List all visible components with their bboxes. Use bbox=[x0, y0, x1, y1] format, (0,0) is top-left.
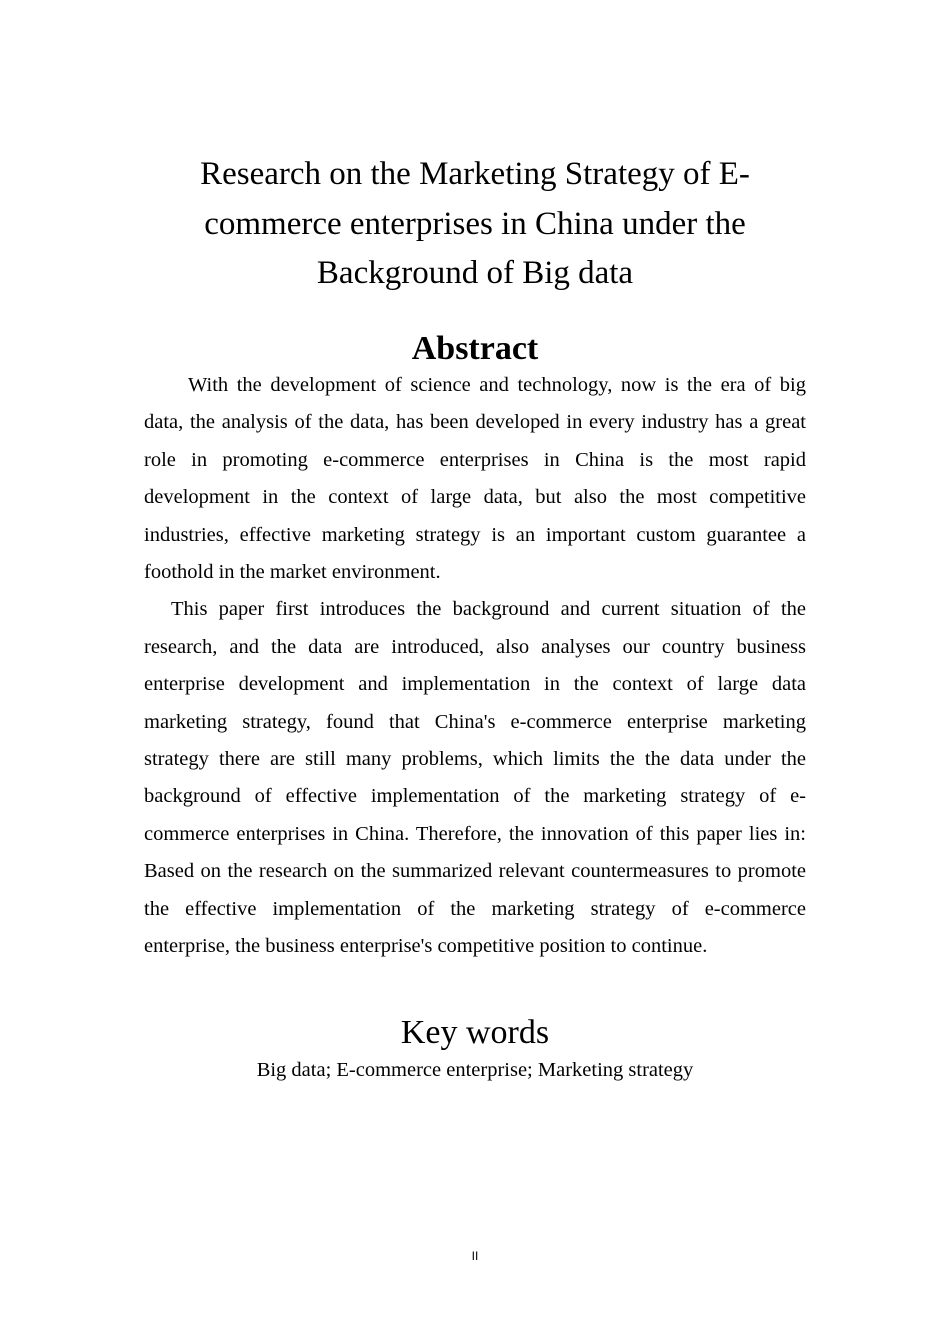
keywords-list: Big data; E-commerce enterprise; Marketing strategy bbox=[256, 1059, 694, 1081]
abstract-paragraph: This paper first introduces the background and current situation of the research, and the data are introduced, also analyses our country business enterprise development and implementation in the context of large data marketing strategy, found that China's e-commerce enterprise marketing strategy there are still many problems, which limits the the data under the background of effective implementation of the marketing strategy of e-commerce enterprises in China. Therefore, the innovation of this paper lies in: Based on the research on the summarized relevant countermeasures to promote the effective implementation of the marketing strategy of e-commerce enterprise, the business enterprise's competitive position to continue. bbox=[144, 598, 806, 958]
abstract-body bbox=[144, 367, 806, 966]
abstract-paragraph: With the development of science and technology, now is the era of big data, the analysis of the data, has been developed in every industry has a great role in promoting e-commerce enterprises in China is the most rapid development in the context of large data, but also the most competitive industries, effective marketing strategy is an important custom guarantee a foothold in the market environment. bbox=[144, 374, 806, 584]
page-number: II bbox=[471, 1249, 479, 1263]
paper-title: Research on the Marketing Strategy of E-commerce enterprises in China under the Background of Big data bbox=[200, 156, 750, 291]
keywords-heading: Key words bbox=[400, 1014, 550, 1051]
abstract-heading: Abstract bbox=[411, 330, 539, 367]
